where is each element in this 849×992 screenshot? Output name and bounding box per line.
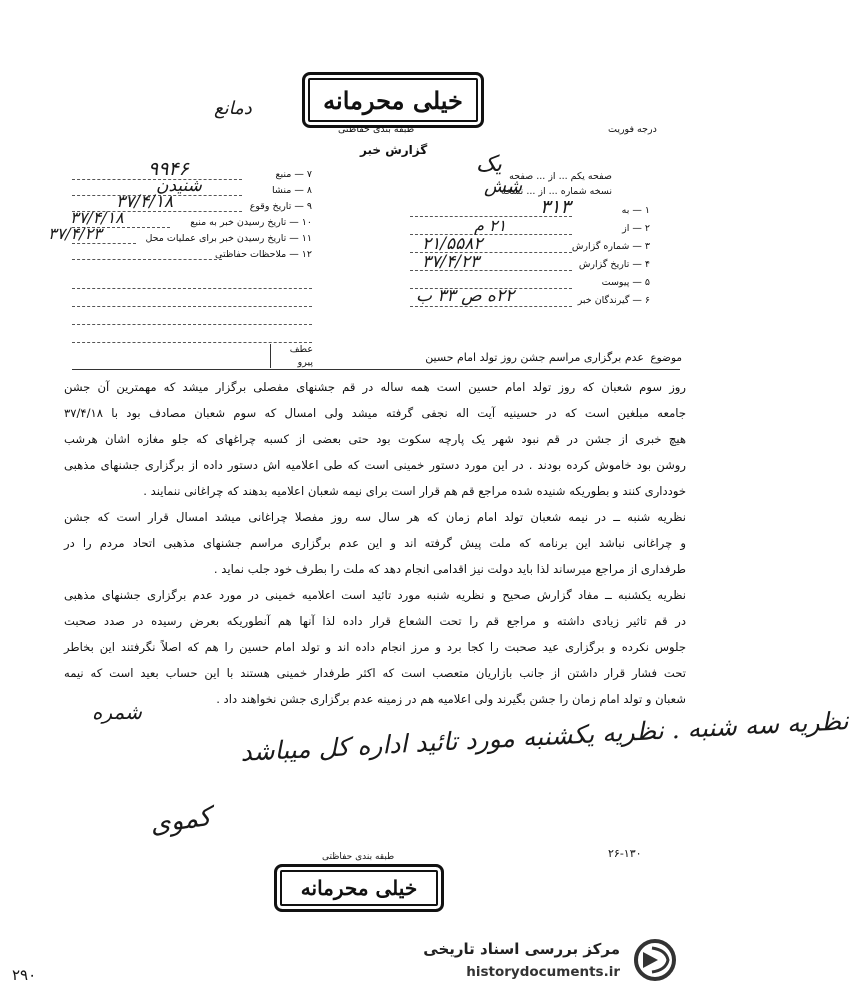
form-field: ۱ — به ۳۱۳ (410, 202, 650, 220)
form-field: ۸ — منشا شنیدن (72, 182, 312, 198)
body-line: هیچ خبری از جشن در قم نبود شهر یک پارچه سکوت بود حتی بعضی از کسبه چراغهای که جلو مغازه اشان هرشب (64, 432, 686, 446)
report-body (64, 374, 686, 712)
watermark-url: historydocuments.ir (466, 964, 620, 980)
bottom-classification-stamp (274, 864, 444, 912)
body-line: روشن بود خاموش کرده بودند . در این مورد دستور خمینی است که طی اعلامیه اش دستور داده از برگزاری جشنهای مذهبی (64, 458, 686, 472)
body-line: جلوس نکرده و برگزاری عید صحبت را کجا برد و مرز انجام داده اند و تولد امام حسین را هم که اصلاً نگرفتند این بخاطر (64, 640, 686, 654)
copy-number-label: نسخه شماره ... از ... نسخه (500, 186, 612, 197)
bottom-classification-text: خیلی محرمانه (300, 876, 418, 900)
subject-label: موضوع (650, 352, 682, 364)
body-line: نظریه شنبه ــ در نیمه شعبان تولد امام زمان که هر سال سه روز مفصلا چراغانی میشد امسال قرار است که جشن (64, 510, 686, 524)
agency-label: طبقه بندی حفاظتی (338, 124, 415, 135)
priority-label: درجه فوریت (608, 124, 657, 135)
body-line: روز سوم شعبان که روز تولد امام حسین است همه ساله در قم جشنهای مفصلی برگزار میشد که مهمترین آن جشن (64, 380, 686, 394)
form-field: ۱۱ — تاریخ رسیدن خبر برای عملیات محل ۳۷/۴/۲۳ (48, 224, 312, 244)
body-line: طرفداری از مراجع میرساند لذا باید دولت نیز اقدامی انجام دهد که ملت را بطرف خود جلب نماید . (213, 562, 686, 576)
handwritten-continuation: شمره (92, 700, 142, 724)
report-title: گزارش خبر (360, 143, 428, 157)
classification-text: خیلی محرمانه (323, 85, 463, 115)
watermark-name: مرکز بررسی اسناد تاریخی (423, 940, 620, 958)
reference-box: عطف پیرو (270, 344, 315, 368)
form-field: ۶ — گیرندگان خبر ۲۲ه ص ۳۳ ب (410, 292, 650, 310)
form-field: ۳ — شماره گزارش ۲۱/۵۵۸۲ (410, 238, 650, 256)
body-line: خودداری کنند و بطوریکه شنیده شده مراجع قم هم قرار است برای نیمه شعبان اعلامیه بدهند که چراغانی ننمایند . (143, 484, 686, 498)
body-line: در قم تاثیر زیادی داشته و مراجع قم را تحت الشعاع قرار داده لذا آنها هم آنطوریکه بعرض رسیده در صدد صحبت (64, 614, 686, 628)
form-field: ۷ — منبع ۹۹۴۶ (72, 166, 312, 182)
body-line: جامعه مبلغین است که در حسینیه آیت اله نجفی گرفته میشد ولی امسال که سوم شعبان مصادف بود با ۳۷/۴/۱۸ (64, 406, 686, 420)
page-count-label: صفحه یکم ... از ... صفحه (509, 171, 612, 182)
handwritten-note: نظریه سه شنبه . نظریه یکشنبه مورد تائید اداره کل میباشد (239, 706, 849, 767)
form-left-fields (48, 158, 312, 262)
form-field: ۹ — تاریخ وقوع ۳۷/۴/۱۸ (72, 198, 312, 214)
handwritten-note-top: دمانع (214, 98, 252, 119)
bottom-stamp-label: طبقه بندی حفاظتی (322, 852, 395, 862)
archive-logo-icon (628, 938, 682, 982)
body-line: شعبان و تولد امام زمان را جشن بگیرند ولی اعلامیه هم در زمینه عدم برگزاری جشن نخواهند داد . (216, 692, 686, 706)
body-line: نظریه یکشنبه ــ مفاد گزارش صحیح و نظریه شنبه مورد تائید است اعلامیه خمینی در مورد عدم برگزاری جشنهای مذهبی (64, 588, 686, 602)
subject-text: عدم برگزاری مراسم جشن روز تولد امام حسین (425, 351, 644, 364)
classification-stamp (302, 72, 484, 128)
document-code: ۲۶-۱۳۰ (608, 847, 642, 860)
form-field: ۵ — پیوست (410, 274, 650, 292)
form-field: ۱۲ — ملاحظات حفاظتی (72, 246, 312, 262)
body-line: تحت فشار قرار داشتن از جانب بازاریان متعصب است که اکثر طرفدار خمینی هستند با این حساب بعید است که نیمه (64, 666, 686, 680)
copy-count-handwritten: شش (484, 176, 523, 197)
copy-handwritten: یک (476, 152, 502, 177)
form-field: ۴ — تاریخ گزارش ۳۷/۴/۲۳ (410, 256, 650, 274)
watermark (423, 938, 620, 986)
form-field: ۲ — از ۲۱ م (410, 220, 650, 238)
page-number: ۲۹۰ (12, 966, 37, 984)
form-right-fields (410, 196, 650, 310)
body-line: و چراغانی نباشد این برنامه که ملت پیش گرفته اند و این عدم برگزاری مراسم جشنهای مذهبی اتحاد مردم را در (64, 536, 686, 550)
signature: کموی (148, 801, 213, 841)
form-field: ۱۰ — تاریخ رسیدن خبر به منبع ۳۷/۴/۱۸ (70, 208, 312, 228)
